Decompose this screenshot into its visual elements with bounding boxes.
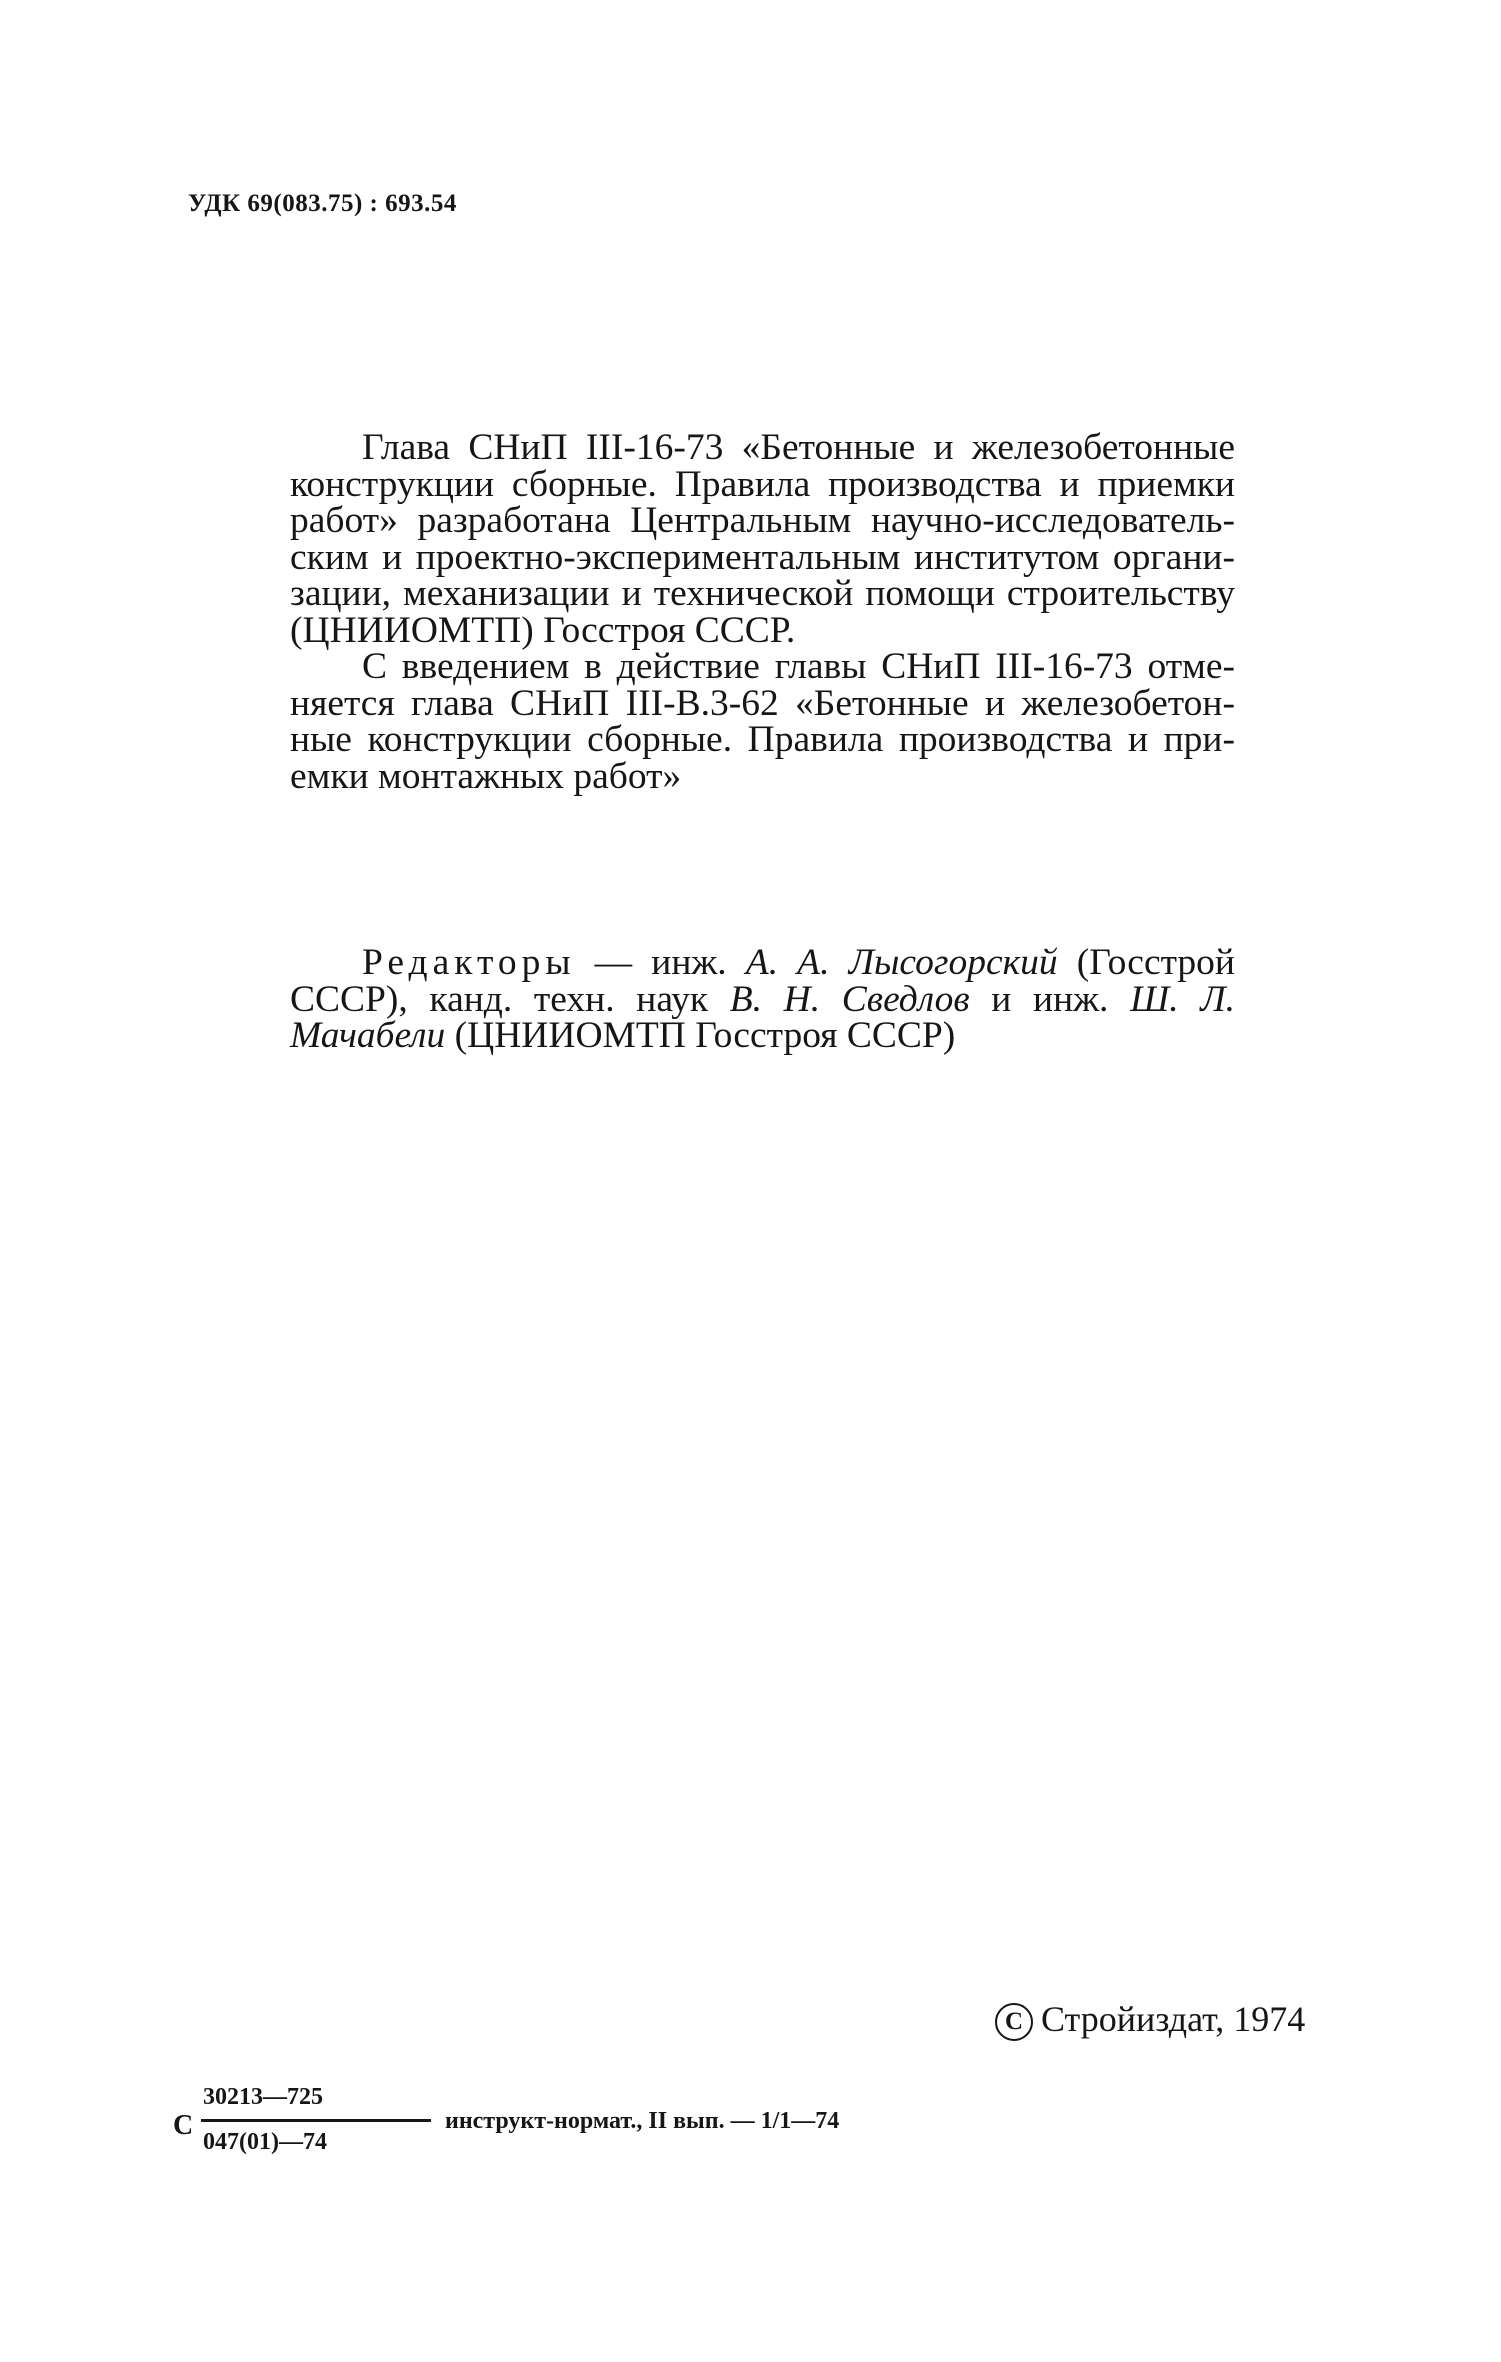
editors-block [290,942,1236,1056]
publication-code-numerator: 30213—725 [203,2084,323,2110]
copyright-icon: C [995,2003,1033,2041]
editor-name-2: В. Н. Сведлов [729,978,970,1020]
publication-code-tail: инструкт-нормат., II вып. — 1/1—74 [431,2108,839,2135]
editor-name-1: А. А. Лысогорский [745,942,1058,983]
copyright-text: Стройиздат, 1974 [1041,1999,1306,2039]
abstract-paragraph-1: Глава СНиП III-16-73 «Бетонные и железобетонные конструкции сборные. Правила производства и приемки работ» разработана Центральным научно-исследовательским и проектно-экспериментальным институтом организации, механизации и технической помощи строительству (ЦНИИОМТП) Госстроя СССР. [290,427,1235,651]
editor-conjunction: и инж. [969,978,1131,1020]
udk-code: УДК 69(083.75) : 693.54 [188,190,457,217]
editor-org-2: (ЦНИИОМТП Госстроя СССР) [445,1015,956,1056]
abstract-text [290,427,1235,797]
editors-dash: — инж. [575,942,746,983]
editors-paragraph [290,942,1236,1056]
publication-code [173,2084,953,2164]
copyright-line [995,1998,1305,2041]
editors-label: Редакторы [362,942,576,983]
abstract-paragraph-2: С введением в действие главы СНиП III-16-73 отменяется глава СНиП III-В.3-62 «Бетонные и железобетонные конструкции сборные. Правила производства и приемки монтажных работ» [290,646,1235,797]
editor-org-1: (Госстрой СССР), канд. техн. наук [290,942,1236,1020]
publication-code-letter: С [173,2110,194,2141]
editor-name-3: Ш. Л. Мачабели [290,978,1235,1056]
publication-code-denominator: 047(01)—74 [203,2129,327,2155]
